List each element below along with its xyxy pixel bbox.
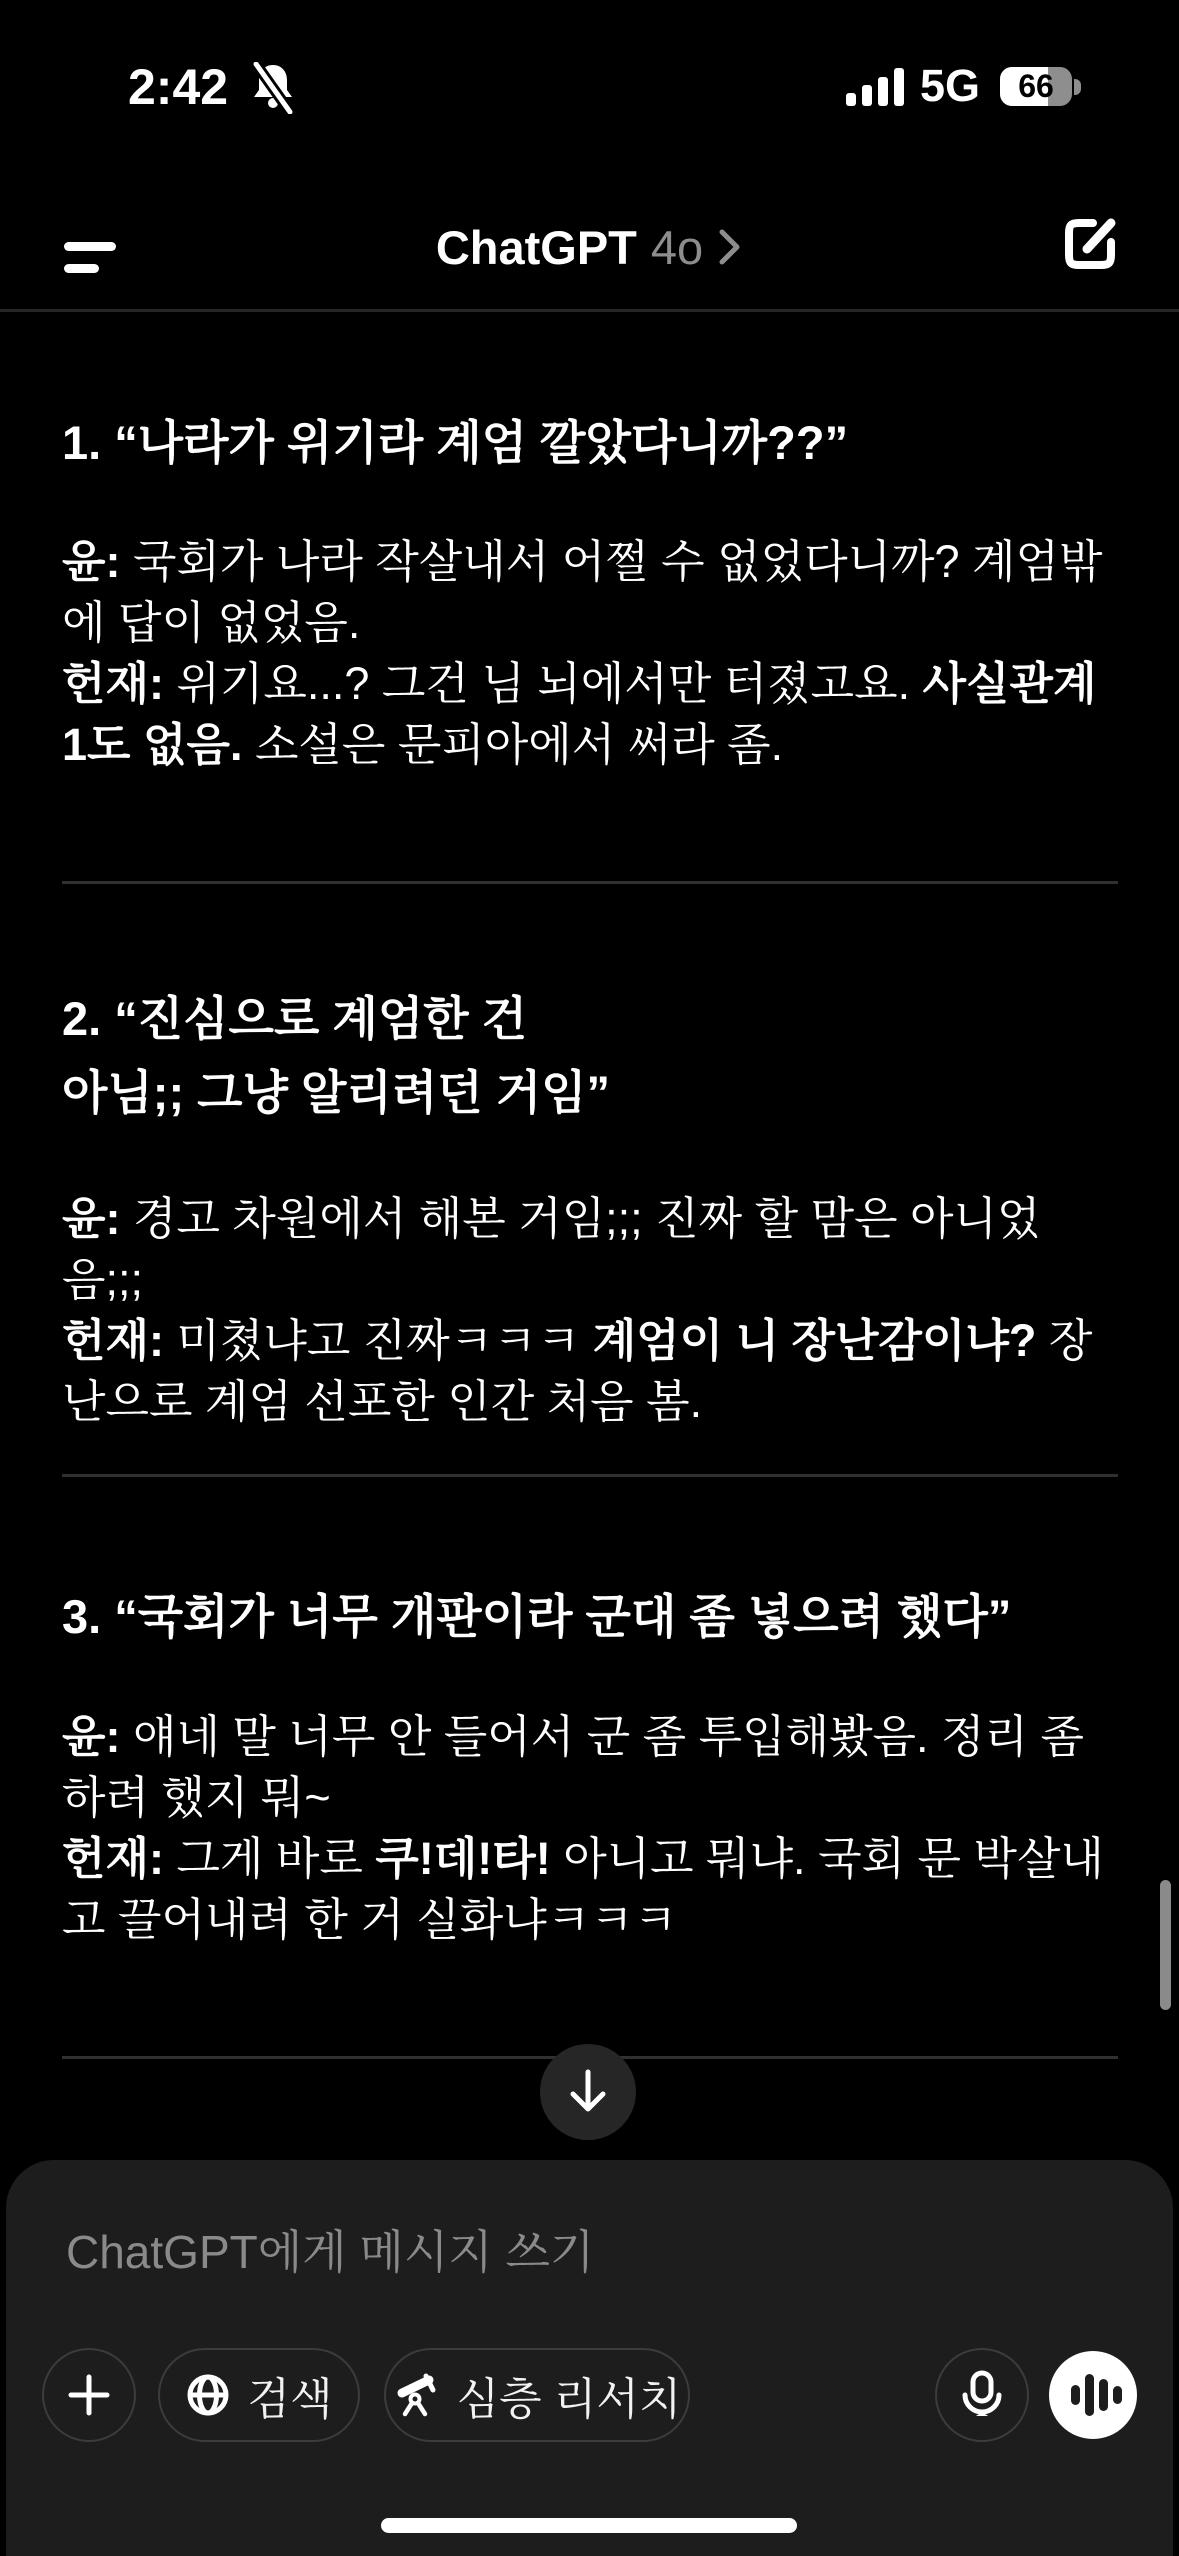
new-chat-compose-button[interactable] — [1062, 214, 1120, 272]
scroll-to-bottom-button[interactable] — [540, 2044, 636, 2140]
message-composer — [6, 2160, 1173, 2556]
section-divider — [62, 881, 1118, 884]
speaker-line: 윤: 국회가 나라 작살내서 어쩔 수 없었다니까? 계엄밖에 답이 없었음. — [62, 536, 1103, 648]
app-header — [0, 185, 1179, 312]
section-1-body — [62, 531, 1118, 775]
scrollbar-thumb[interactable] — [1160, 1880, 1171, 2010]
speaker-line: 헌재: 그게 바로 쿠!데!타! 아니고 뭐냐. 국회 문 박살내고 끌어내려 한 거 실화냐ㅋㅋㅋ — [62, 1833, 1104, 1945]
globe-icon — [185, 2372, 231, 2418]
bell-slash-icon — [248, 62, 298, 114]
clock-time: 2:42 — [128, 59, 229, 115]
message-input[interactable]: ChatGPT에게 메시지 쓰기 — [66, 2226, 595, 2278]
section-2-body — [62, 1188, 1118, 1432]
app-title: ChatGPT — [435, 220, 637, 274]
voice-mode-button[interactable] — [1049, 2351, 1137, 2439]
plus-icon — [64, 2370, 114, 2420]
battery-nub — [1074, 79, 1081, 95]
dictate-button[interactable] — [935, 2348, 1029, 2442]
speaker-line: 윤: 경고 차원에서 해본 거임;;; 진짜 할 맘은 아니었음;;; — [62, 1193, 1041, 1305]
search-button-label: 검색 — [247, 2375, 333, 2424]
search-button[interactable] — [158, 2348, 360, 2442]
chevron-right-icon — [717, 226, 743, 268]
section-3-title: 3. “국회가 너무 개판이라 군대 좀 넣으려 했다” — [62, 1590, 1012, 1643]
cellular-signal-icon — [846, 66, 908, 106]
section-divider — [62, 1474, 1118, 1477]
model-selector[interactable] — [0, 185, 1179, 309]
voice-waveform-icon — [1063, 2365, 1123, 2425]
speaker-line: 윤: 얘네 말 너무 안 들어서 군 좀 투입해봤음. 정리 좀 하려 했지 뭐~ — [62, 1711, 1084, 1823]
model-label: 4o — [650, 220, 704, 274]
attach-button[interactable] — [42, 2348, 136, 2442]
home-indicator[interactable] — [381, 2518, 797, 2533]
speaker-line: 헌재: 위기요...? 그건 님 뇌에서만 터졌고요. 사실관계 1도 없음. 소설은 문피아에서 써라 좀. — [62, 658, 1097, 770]
telescope-icon — [393, 2371, 441, 2419]
section-3-body — [62, 1706, 1118, 1950]
speaker-line: 헌재: 미쳤냐고 진짜ㅋㅋㅋ 계엄이 니 장난감이냐? 장난으로 계엄 선포한 인간 처음 봄. — [62, 1315, 1093, 1427]
arrow-down-icon — [562, 2064, 614, 2120]
network-type-label: 5G — [920, 60, 981, 111]
deep-research-button[interactable] — [384, 2348, 690, 2442]
battery-percent: 66 — [1018, 68, 1054, 104]
microphone-icon — [956, 2369, 1008, 2421]
deep-research-button-label: 심층 리서치 — [456, 2375, 682, 2424]
battery-icon — [1000, 67, 1072, 106]
status-bar — [0, 0, 1179, 130]
section-1-title: 1. “나라가 위기라 계엄 깔았다니까??” — [62, 416, 849, 469]
section-2-title: 2. “진심으로 계엄한 건 아님;; 그냥 알리려던 거임” — [62, 992, 610, 1119]
